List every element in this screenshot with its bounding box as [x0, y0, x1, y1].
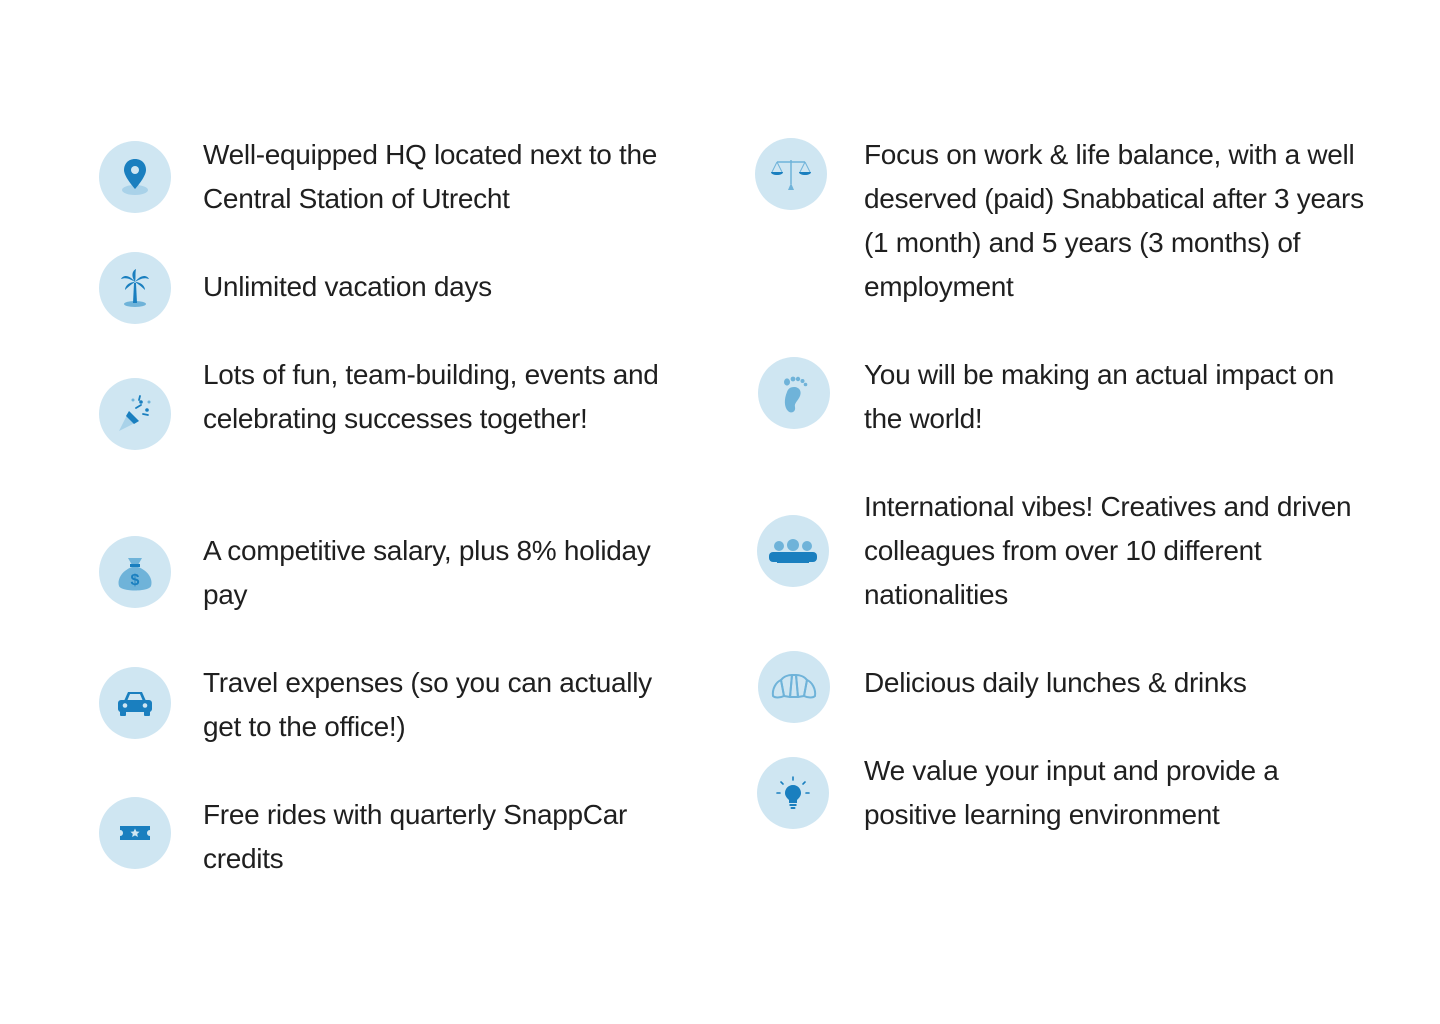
balance-scale-icon [755, 138, 827, 210]
benefit-text: We value your input and provide a positive learning environment [864, 755, 1279, 830]
map-pin-icon [99, 141, 171, 213]
benefit-text: Travel expenses (so you can actually get to the office!) [203, 667, 652, 742]
footprint-icon [758, 357, 830, 429]
croissant-icon [758, 651, 830, 723]
party-popper-icon [99, 378, 171, 450]
benefit-text: A competitive salary, plus 8% holiday pay [203, 535, 651, 610]
svg-text:$: $ [130, 572, 140, 589]
benefit-text: Free rides with quarterly SnappCar credits [203, 799, 627, 874]
benefit-text: Delicious daily lunches & drinks [864, 667, 1247, 698]
benefit-text: Well-equipped HQ located next to the Central Station of Utrecht [203, 139, 658, 214]
people-group-icon [757, 515, 829, 587]
benefit-text: International vibes! Creatives and driven colleagues from over 10 different nationalities [864, 491, 1352, 610]
benefit-text: Unlimited vacation days [203, 271, 492, 302]
car-icon [99, 667, 171, 739]
palm-tree-icon [99, 252, 171, 324]
benefit-text: Focus on work & life balance, with a well deserved (paid) Snabbatical after 3 years (1 month) and 5 years (3 months) of employment [864, 139, 1364, 302]
benefit-text: You will be making an actual impact on the world! [864, 359, 1335, 434]
ticket-icon [99, 797, 171, 869]
benefit-text: Lots of fun, team-building, events and celebrating successes together! [203, 359, 659, 434]
money-bag-icon [99, 536, 171, 608]
lightbulb-icon [757, 757, 829, 829]
